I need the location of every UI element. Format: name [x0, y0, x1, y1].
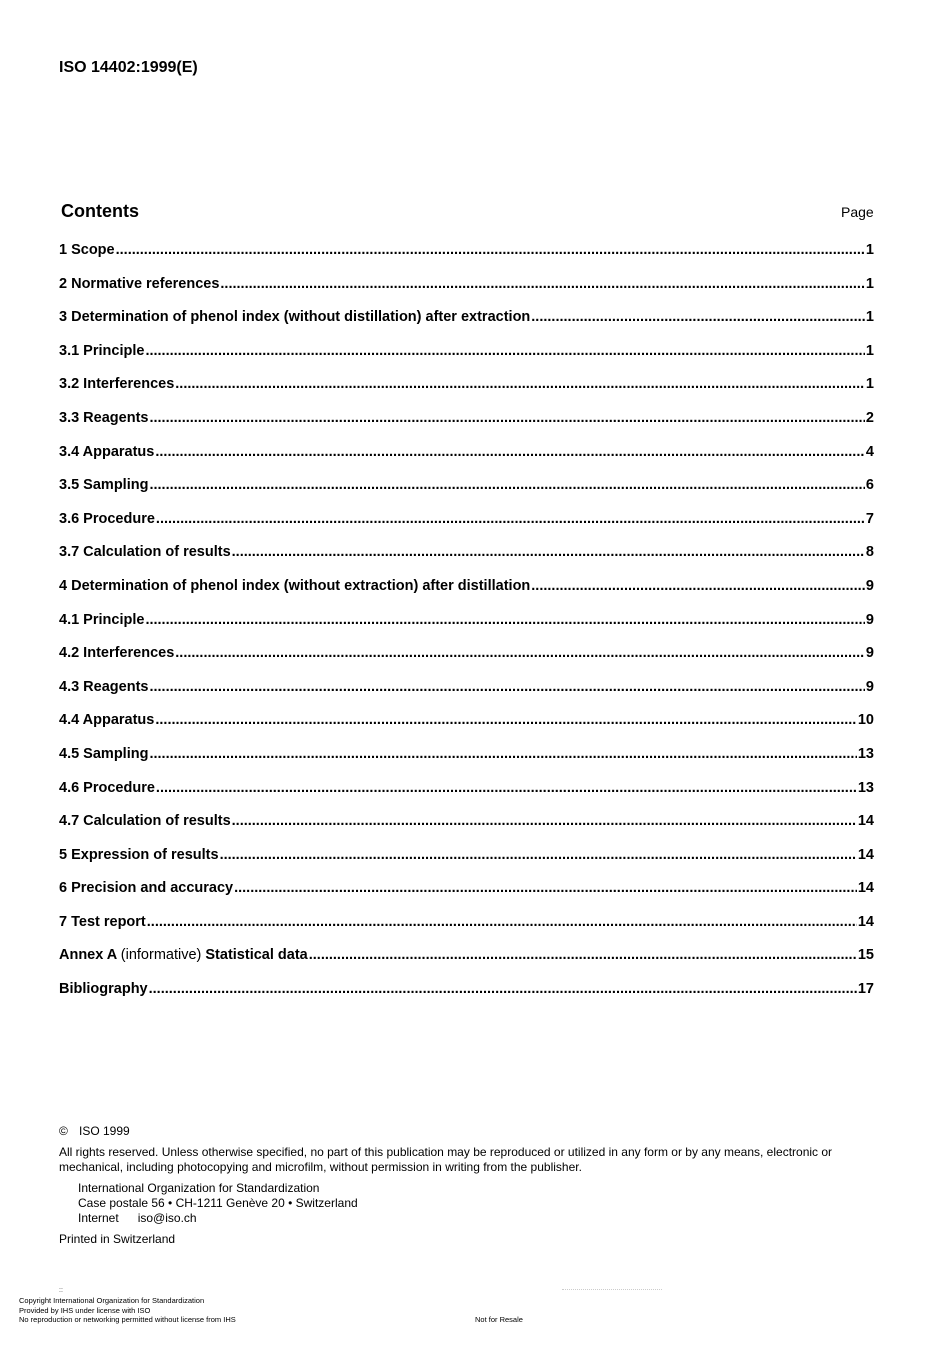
toc-entry-title: 4.7 Calculation of results [59, 813, 231, 830]
toc-entry[interactable] [59, 509, 874, 543]
footer-line-3: No reproduction or networking permitted without license from IHS [19, 1315, 236, 1324]
toc-entry[interactable] [59, 576, 874, 610]
toc-entry-title: 3 Determination of phenol index (without distillation) after extraction [59, 309, 531, 326]
toc-entry-page: 9 [865, 577, 874, 594]
toc-entry[interactable] [59, 778, 874, 812]
toc-entry-title: 4.3 Reagents [59, 678, 149, 695]
toc-entry-page: 14 [857, 880, 874, 897]
dot-leader [149, 408, 864, 428]
toc-entry-page: 7 [865, 510, 874, 527]
toc-entry-page: 8 [865, 544, 874, 561]
annex-qualifier: (informative) [120, 947, 202, 964]
internet-label: Internet [78, 1211, 119, 1225]
toc-entry-title: 3.6 Procedure [59, 510, 155, 527]
toc-entry-page: 14 [857, 813, 874, 830]
dot-leader [155, 442, 865, 462]
toc-entry[interactable] [59, 274, 874, 308]
toc-entry-title [59, 945, 308, 965]
toc-entry-title: 1 Scope [59, 242, 115, 258]
toc-entry[interactable] [59, 610, 874, 644]
dot-leader [232, 811, 857, 831]
toc-entry-page: 9 [865, 678, 874, 695]
dot-leader [145, 610, 864, 630]
dot-leader [149, 475, 864, 495]
toc-entry-page: 1 [865, 376, 874, 393]
toc-entry-title: 4.1 Principle [59, 611, 145, 628]
dot-leader [145, 341, 864, 361]
dot-leader [155, 710, 857, 730]
toc-entry-page: 1 [865, 309, 874, 326]
toc-entry[interactable] [59, 542, 874, 576]
toc-entry-page: 9 [865, 645, 874, 662]
dot-leader [149, 979, 857, 999]
toc-entry-title: 3.1 Principle [59, 342, 145, 359]
toc-entry[interactable] [59, 408, 874, 442]
toc-entry-title: 6 Precision and accuracy [59, 880, 234, 897]
dot-leader [232, 542, 865, 562]
toc-entry-page: 1 [865, 275, 874, 292]
toc-entry-title: 4.2 Interferences [59, 645, 175, 662]
toc-entry-page: 2 [865, 409, 874, 426]
toc-entry[interactable] [59, 845, 874, 879]
publisher-address [59, 1181, 879, 1226]
copyright-block [59, 1124, 879, 1247]
toc-entry[interactable] [59, 643, 874, 677]
toc-entry[interactable] [59, 341, 874, 375]
footer-marks: :: [59, 1287, 63, 1294]
rights-statement: All rights reserved. Unless otherwise specified, no part of this publication may be reproduced or utilized in any form or by any means, electronic or mechanical, including photocopying and microfilm, without permission in writing from the publisher. [59, 1145, 833, 1174]
toc-entry[interactable] [59, 677, 874, 711]
toc-entry-page: 1 [865, 242, 874, 258]
toc-entry-title: 3.2 Interferences [59, 376, 175, 393]
toc-entry-title: 4 Determination of phenol index (without extraction) after distillation [59, 577, 531, 594]
toc-entry-page: 6 [865, 477, 874, 494]
internet-email[interactable]: iso@iso.ch [137, 1211, 197, 1225]
toc-entry-annex[interactable] [59, 945, 874, 979]
toc-entry-title: 7 Test report [59, 913, 146, 930]
dot-leader [175, 374, 865, 394]
toc-entry-title: 3.3 Reagents [59, 409, 149, 426]
dot-leader [149, 677, 864, 697]
toc-entry-page: 17 [857, 981, 874, 998]
dot-leader [220, 274, 865, 294]
dot-leader [531, 307, 865, 327]
not-for-resale: Not for Resale [475, 1315, 523, 1324]
toc-entry-page: 14 [857, 913, 874, 930]
dot-leader [156, 509, 865, 529]
toc-entry[interactable] [59, 744, 874, 778]
toc-entry-page: 13 [857, 745, 874, 762]
dot-leader [147, 912, 857, 932]
dot-leader [149, 744, 856, 764]
publisher-postal: Case postale 56 • CH-1211 Genève 20 • Switzerland [78, 1196, 358, 1210]
toc-entry-title: 2 Normative references [59, 275, 220, 292]
toc-entry[interactable] [59, 442, 874, 476]
printed-in: Printed in Switzerland [59, 1232, 176, 1246]
page-column-label: Page [841, 204, 874, 220]
toc-entry[interactable] [59, 374, 874, 408]
copyright-symbol: © [59, 1124, 68, 1138]
toc-entry-title: 4.6 Procedure [59, 779, 155, 796]
toc-entry[interactable] [59, 307, 874, 341]
footer-line-2: Provided by IHS under license with ISO [19, 1305, 151, 1315]
toc-entry-page: 14 [857, 846, 874, 863]
toc-entry-page: 4 [865, 443, 874, 460]
toc-entry[interactable] [59, 475, 874, 509]
toc-entry-page: 13 [857, 779, 874, 796]
toc-entry[interactable] [59, 710, 874, 744]
toc-entry-title: 4.5 Sampling [59, 745, 149, 762]
dot-leader [116, 240, 865, 260]
toc-entry-page: 9 [865, 611, 874, 628]
toc-entry[interactable] [59, 240, 874, 274]
contents-heading: Contents [61, 201, 139, 221]
toc-entry-title: 5 Expression of results [59, 846, 219, 863]
faint-rule [562, 1289, 662, 1291]
dot-leader [220, 845, 857, 865]
toc-entry-title: 3.4 Apparatus [59, 443, 155, 460]
annex-title: Statistical data [205, 947, 308, 964]
footer-line-1: Copyright International Organization for Standardization [19, 1296, 205, 1305]
toc-entry-title: 4.4 Apparatus [59, 712, 155, 729]
publisher-name: International Organization for Standardization [78, 1181, 320, 1195]
copyright-line [59, 1124, 879, 1139]
document-id: ISO 14402:1999(E) [59, 59, 198, 76]
license-footer [19, 1296, 236, 1325]
toc-entry-page: 15 [857, 947, 874, 964]
toc-entry-title: 3.5 Sampling [59, 477, 149, 494]
dot-leader [156, 778, 857, 798]
dot-leader [175, 643, 865, 663]
toc-entry-bibliography[interactable] [59, 979, 874, 1013]
copyright-year: ISO 1999 [79, 1124, 130, 1138]
toc-entry-page: 1 [865, 342, 874, 359]
toc-entry[interactable] [59, 912, 874, 946]
dot-leader [531, 576, 865, 596]
toc-entry-page: 10 [857, 712, 874, 729]
dot-leader [234, 878, 857, 898]
annex-label: Annex A [59, 947, 117, 964]
toc-entry[interactable] [59, 811, 874, 845]
publisher-internet [78, 1211, 879, 1226]
toc-entry[interactable] [59, 878, 874, 912]
table-of-contents [59, 240, 874, 1013]
dot-leader [309, 945, 857, 965]
toc-entry-title: 3.7 Calculation of results [59, 544, 231, 561]
toc-entry-title: Bibliography [59, 981, 148, 998]
